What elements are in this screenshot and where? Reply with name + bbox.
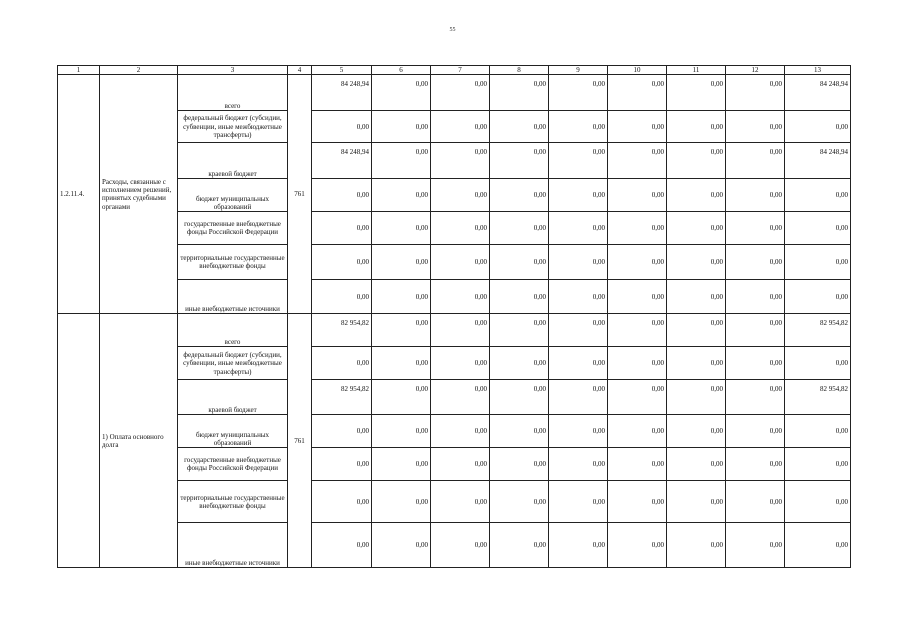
value-cell: 84 248,94 bbox=[785, 75, 851, 111]
value-cell: 0,00 bbox=[608, 212, 667, 245]
value-cell: 0,00 bbox=[667, 448, 726, 481]
value-cell: 0,00 bbox=[726, 111, 785, 143]
value-cell: 0,00 bbox=[312, 448, 372, 481]
header-cell: 6 bbox=[372, 66, 431, 75]
value-cell: 0,00 bbox=[667, 179, 726, 212]
header-cell: 7 bbox=[431, 66, 490, 75]
value-cell: 0,00 bbox=[608, 314, 667, 347]
value-cell: 0,00 bbox=[726, 347, 785, 380]
value-cell: 84 248,94 bbox=[785, 143, 851, 179]
value-cell: 0,00 bbox=[490, 111, 549, 143]
value-cell: 0,00 bbox=[667, 111, 726, 143]
value-cell: 82 954,82 bbox=[312, 380, 372, 415]
funding-source: краевой бюджет bbox=[178, 143, 288, 179]
header-cell: 3 bbox=[178, 66, 288, 75]
value-cell: 0,00 bbox=[372, 143, 431, 179]
value-cell: 0,00 bbox=[431, 314, 490, 347]
value-cell: 0,00 bbox=[312, 179, 372, 212]
value-cell: 0,00 bbox=[312, 523, 372, 568]
value-cell: 0,00 bbox=[490, 523, 549, 568]
value-cell: 0,00 bbox=[312, 347, 372, 380]
value-cell: 0,00 bbox=[549, 347, 608, 380]
value-cell: 0,00 bbox=[726, 380, 785, 415]
funding-source: иные внебюджетные источники bbox=[178, 523, 288, 568]
value-cell: 0,00 bbox=[312, 111, 372, 143]
value-cell: 0,00 bbox=[785, 415, 851, 448]
header-row bbox=[58, 66, 851, 75]
table-row bbox=[58, 75, 851, 111]
item-code bbox=[58, 314, 100, 568]
grbs-code: 761 bbox=[288, 314, 312, 568]
value-cell: 0,00 bbox=[667, 212, 726, 245]
value-cell: 0,00 bbox=[431, 143, 490, 179]
value-cell: 0,00 bbox=[431, 481, 490, 523]
value-cell: 84 248,94 bbox=[312, 75, 372, 111]
value-cell: 0,00 bbox=[431, 415, 490, 448]
value-cell: 82 954,82 bbox=[785, 314, 851, 347]
value-cell: 0,00 bbox=[667, 245, 726, 280]
value-cell: 0,00 bbox=[549, 380, 608, 415]
value-cell: 0,00 bbox=[431, 347, 490, 380]
value-cell: 0,00 bbox=[549, 280, 608, 314]
value-cell: 0,00 bbox=[608, 245, 667, 280]
item-name: 1) Оплата основного долга bbox=[100, 314, 178, 568]
value-cell: 0,00 bbox=[431, 245, 490, 280]
value-cell: 0,00 bbox=[549, 212, 608, 245]
value-cell: 0,00 bbox=[667, 380, 726, 415]
value-cell: 0,00 bbox=[667, 75, 726, 111]
value-cell: 0,00 bbox=[667, 143, 726, 179]
value-cell: 0,00 bbox=[608, 143, 667, 179]
value-cell: 0,00 bbox=[490, 245, 549, 280]
value-cell: 0,00 bbox=[608, 448, 667, 481]
value-cell: 0,00 bbox=[549, 415, 608, 448]
value-cell: 0,00 bbox=[667, 314, 726, 347]
value-cell: 0,00 bbox=[490, 314, 549, 347]
value-cell: 0,00 bbox=[726, 179, 785, 212]
funding-source: федеральный бюджет (субсидии, субвенции, иные межбюджетные трансферты) bbox=[178, 347, 288, 380]
grbs-code: 761 bbox=[288, 75, 312, 314]
value-cell: 0,00 bbox=[372, 111, 431, 143]
value-cell: 0,00 bbox=[490, 143, 549, 179]
value-cell: 0,00 bbox=[312, 212, 372, 245]
budget-table bbox=[57, 65, 851, 568]
value-cell: 0,00 bbox=[549, 143, 608, 179]
value-cell: 0,00 bbox=[372, 347, 431, 380]
value-cell: 0,00 bbox=[608, 523, 667, 568]
value-cell: 0,00 bbox=[431, 523, 490, 568]
funding-source: всего bbox=[178, 314, 288, 347]
value-cell: 0,00 bbox=[667, 415, 726, 448]
header-cell: 10 bbox=[608, 66, 667, 75]
value-cell: 0,00 bbox=[431, 212, 490, 245]
value-cell: 0,00 bbox=[372, 212, 431, 245]
table-body bbox=[58, 66, 851, 568]
value-cell: 0,00 bbox=[490, 75, 549, 111]
value-cell: 0,00 bbox=[372, 523, 431, 568]
value-cell: 0,00 bbox=[726, 212, 785, 245]
value-cell: 0,00 bbox=[431, 448, 490, 481]
value-cell: 0,00 bbox=[549, 179, 608, 212]
value-cell: 0,00 bbox=[490, 280, 549, 314]
value-cell: 0,00 bbox=[431, 280, 490, 314]
value-cell: 0,00 bbox=[608, 415, 667, 448]
value-cell: 0,00 bbox=[549, 523, 608, 568]
value-cell: 0,00 bbox=[372, 280, 431, 314]
value-cell: 0,00 bbox=[549, 111, 608, 143]
table-row bbox=[58, 314, 851, 347]
header-cell: 12 bbox=[726, 66, 785, 75]
value-cell: 0,00 bbox=[726, 448, 785, 481]
header-cell: 4 bbox=[288, 66, 312, 75]
value-cell: 0,00 bbox=[549, 448, 608, 481]
header-cell: 5 bbox=[312, 66, 372, 75]
funding-source: государственные внебюджетные фонды Российской Федерации bbox=[178, 448, 288, 481]
value-cell: 0,00 bbox=[490, 179, 549, 212]
item-code: 1.2.11.4. bbox=[58, 75, 100, 314]
value-cell: 0,00 bbox=[372, 245, 431, 280]
value-cell: 0,00 bbox=[785, 347, 851, 380]
value-cell: 0,00 bbox=[549, 314, 608, 347]
value-cell: 0,00 bbox=[608, 75, 667, 111]
value-cell: 0,00 bbox=[785, 448, 851, 481]
value-cell: 0,00 bbox=[785, 212, 851, 245]
value-cell: 0,00 bbox=[667, 523, 726, 568]
value-cell: 0,00 bbox=[667, 481, 726, 523]
funding-source: всего bbox=[178, 75, 288, 111]
funding-source: краевой бюджет bbox=[178, 380, 288, 415]
value-cell: 84 248,94 bbox=[312, 143, 372, 179]
funding-source: территориальные государственные внебюджетные фонды bbox=[178, 481, 288, 523]
value-cell: 0,00 bbox=[785, 481, 851, 523]
value-cell: 0,00 bbox=[608, 481, 667, 523]
value-cell: 0,00 bbox=[431, 111, 490, 143]
value-cell: 0,00 bbox=[608, 347, 667, 380]
value-cell: 0,00 bbox=[726, 75, 785, 111]
value-cell: 0,00 bbox=[372, 380, 431, 415]
value-cell: 0,00 bbox=[726, 314, 785, 347]
value-cell: 0,00 bbox=[726, 481, 785, 523]
funding-source: государственные внебюджетные фонды Российской Федерации bbox=[178, 212, 288, 245]
value-cell: 0,00 bbox=[726, 415, 785, 448]
header-cell: 11 bbox=[667, 66, 726, 75]
value-cell: 0,00 bbox=[490, 415, 549, 448]
funding-source: территориальные государственные внебюджетные фонды bbox=[178, 245, 288, 280]
header-cell: 13 bbox=[785, 66, 851, 75]
value-cell: 0,00 bbox=[372, 415, 431, 448]
value-cell: 0,00 bbox=[490, 448, 549, 481]
value-cell: 0,00 bbox=[608, 380, 667, 415]
funding-source: бюджет муниципальных образований bbox=[178, 179, 288, 212]
value-cell: 0,00 bbox=[312, 280, 372, 314]
value-cell: 0,00 bbox=[431, 380, 490, 415]
value-cell: 0,00 bbox=[490, 380, 549, 415]
value-cell: 0,00 bbox=[372, 448, 431, 481]
value-cell: 0,00 bbox=[490, 347, 549, 380]
funding-source: иные внебюджетные источники bbox=[178, 280, 288, 314]
value-cell: 0,00 bbox=[372, 179, 431, 212]
value-cell: 0,00 bbox=[431, 179, 490, 212]
funding-source: федеральный бюджет (субсидии, субвенции, иные межбюджетные трансферты) bbox=[178, 111, 288, 143]
value-cell: 0,00 bbox=[549, 245, 608, 280]
value-cell: 0,00 bbox=[372, 75, 431, 111]
value-cell: 0,00 bbox=[667, 347, 726, 380]
value-cell: 0,00 bbox=[785, 280, 851, 314]
value-cell: 82 954,82 bbox=[312, 314, 372, 347]
value-cell: 0,00 bbox=[549, 75, 608, 111]
value-cell: 0,00 bbox=[312, 245, 372, 280]
value-cell: 0,00 bbox=[667, 280, 726, 314]
value-cell: 0,00 bbox=[726, 143, 785, 179]
value-cell: 0,00 bbox=[490, 481, 549, 523]
value-cell: 0,00 bbox=[785, 111, 851, 143]
header-cell: 9 bbox=[549, 66, 608, 75]
value-cell: 0,00 bbox=[490, 212, 549, 245]
funding-source: бюджет муниципальных образований bbox=[178, 415, 288, 448]
value-cell: 0,00 bbox=[785, 523, 851, 568]
value-cell: 0,00 bbox=[726, 523, 785, 568]
value-cell: 82 954,82 bbox=[785, 380, 851, 415]
value-cell: 0,00 bbox=[785, 245, 851, 280]
value-cell: 0,00 bbox=[608, 111, 667, 143]
value-cell: 0,00 bbox=[608, 280, 667, 314]
page-number: 55 bbox=[449, 27, 456, 33]
value-cell: 0,00 bbox=[372, 481, 431, 523]
header-cell: 8 bbox=[490, 66, 549, 75]
value-cell: 0,00 bbox=[608, 179, 667, 212]
value-cell: 0,00 bbox=[549, 481, 608, 523]
header-cell: 2 bbox=[100, 66, 178, 75]
item-name: Расходы, связанные с исполнением решений, принятых судебными органами bbox=[100, 75, 178, 314]
value-cell: 0,00 bbox=[431, 75, 490, 111]
header-cell: 1 bbox=[58, 66, 100, 75]
value-cell: 0,00 bbox=[372, 314, 431, 347]
value-cell: 0,00 bbox=[312, 481, 372, 523]
value-cell: 0,00 bbox=[312, 415, 372, 448]
value-cell: 0,00 bbox=[726, 280, 785, 314]
value-cell: 0,00 bbox=[785, 179, 851, 212]
value-cell: 0,00 bbox=[726, 245, 785, 280]
